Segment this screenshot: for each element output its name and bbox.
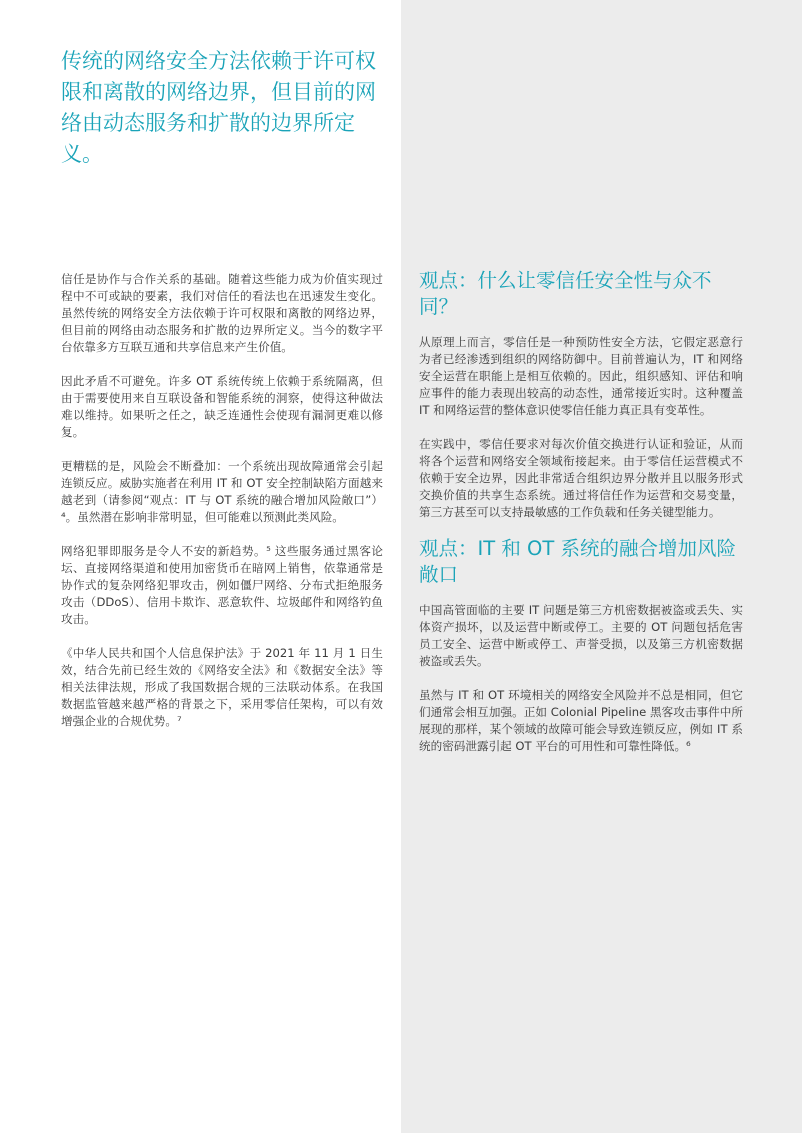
body-paragraph: 从原理上而言，零信任是一种预防性安全方法，它假定恶意行为者已经渗透到组织的网络防御中。目前普遍认为，IT 和网络安全运营在职能上是相互依赖的。因此，组织感知、评估和响应事件的能力表现出较高的动态性，通常接近实时。这种覆盖 IT 和网络运营的整体意识使零信任能力真正具有变革性。 [419, 335, 743, 417]
body-paragraph: 因此矛盾不可避免。许多 OT 系统传统上依赖于系统隔离，但由于需要使用来自互联设备和智能系统的洞察，使得这种做法难以维持。如果听之任之，缺乏连通性会使现有漏洞更难以修复。 [61, 374, 383, 439]
body-paragraph: 更糟糕的是，风险会不断叠加：一个系统出现故障通常会引起连锁反应。威胁实施者在利用 IT 和 OT 安全控制缺陷方面越来越老到（请参阅“观点：IT 与 OT 系统的融合增加风险敞口”）⁴。虽然潜在影响非常明显，但可能难以预测此类风险。 [61, 459, 383, 524]
body-paragraph: 信任是协作与合作关系的基础。随着这些能力成为价值实现过程中不可或缺的要素，我们对信任的看法也在迅速发生变化。虽然传统的网络安全方法依赖于许可权限和离散的网络边界，但目前的网络由动态服务和扩散的边界所定义。当今的数字平台依靠多方互联互通和共享信息来产生价值。 [61, 272, 383, 354]
right-column [419, 268, 743, 772]
body-paragraph: 《中华人民共和国个人信息保护法》于 2021 年 11 月 1 日生效，结合先前已经生效的《网络安全法》和《数据安全法》等相关法律法规，形成了我国数据合规的三法联动体系。在我国数据监管越来越严格的背景之下，采用零信任架构，可以有效增强企业的合规优势。⁷ [61, 646, 383, 728]
body-paragraph: 网络犯罪即服务是令人不安的新趋势。⁵ 这些服务通过黑客论坛、直接网络渠道和使用加密货币在暗网上销售，依靠通常是协作式的复杂网络犯罪攻击，例如僵尸网络、分布式拒绝服务攻击（DDoS）、信用卡欺诈、恶意软件、垃圾邮件和网络钓鱼攻击。 [61, 544, 383, 626]
pull-quote: 传统的网络安全方法依赖于许可权限和离散的网络边界，但目前的网络由动态服务和扩散的边界所定义。 [61, 49, 376, 166]
left-column [61, 271, 383, 747]
body-paragraph: 在实践中，零信任要求对每次价值交换进行认证和验证，从而将各个运营和网络安全领域衔接起来。由于零信任运营模式不依赖于安全边界，因此非常适合组织边界分散并且以服务形式交换价值的共享生态系统。通过将信任作为运营和交易变量，第三方甚至可以支持最敏感的工作负载和任务关键型能力。 [419, 437, 743, 519]
body-paragraph: 虽然与 IT 和 OT 环境相关的网络安全风险并不总是相同，但它们通常会相互加强。正如 Colonial Pipeline 黑客攻击事件中所展现的那样，某个领域的故障可能会导致连锁反应，例如 IT 系统的密码泄露引起 OT 平台的可用性和可靠性降低。⁶ [419, 688, 743, 753]
section-heading-zero-trust: 观点：什么让零信任安全性与众不同？ [419, 269, 712, 318]
body-paragraph: 中国高管面临的主要 IT 问题是第三方机密数据被盗或丢失、实体资产损坏，以及运营中断或停工。主要的 OT 问题包括危害员工安全、运营中断或停工、声誉受损，以及第三方机密数据被盗或丢失。 [419, 603, 743, 668]
section-heading-it-ot: 观点：IT 和 OT 系统的融合增加风险敞口 [419, 537, 737, 586]
